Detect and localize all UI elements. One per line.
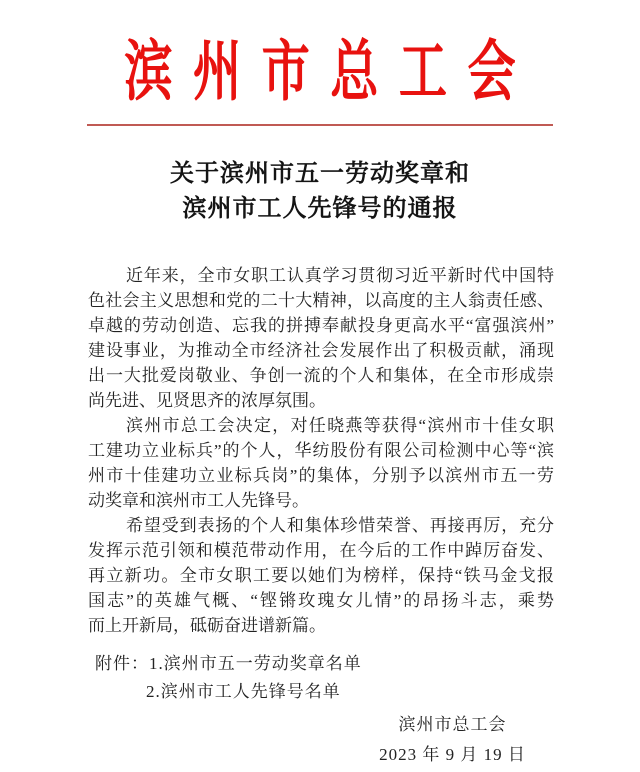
body-line: 州市十佳建功立业标兵岗”的集体，分别予以滨州市五一劳 — [88, 466, 554, 485]
document-body — [88, 263, 554, 638]
body-line: 动奖章和滨州市工人先锋号。 — [88, 491, 309, 510]
body-line: 希望受到表扬的个人和集体珍惜荣誉、再接再厉，充分 — [126, 516, 554, 535]
body-line: 滨州市总工会决定，对任晓燕等获得“滨州市十佳女职 — [126, 416, 554, 435]
document-title-line2: 滨州市工人先锋号的通报 — [182, 196, 458, 222]
body-line: 建设事业，为推动全市经济社会发展作出了积极贡献，涌现 — [88, 341, 554, 360]
document-title-line1: 关于滨州市五一劳动奖章和 — [170, 161, 470, 187]
attachment-list — [95, 650, 555, 706]
letterhead-org-name: 滨州市总工会 — [124, 36, 537, 109]
document-title — [0, 157, 640, 227]
body-line: 近年来，全市女职工认真学习贯彻习近平新时代中国特 — [126, 266, 554, 285]
signature-block — [340, 710, 565, 770]
body-line: 色社会主义思想和党的二十大精神，以高度的主人翁责任感、 — [88, 291, 554, 310]
letterhead-divider-line — [87, 124, 553, 126]
body-line: 国志”的英雄气概、“铿锵玫瑰女儿情”的昂扬斗志，乘势 — [88, 591, 554, 610]
signature-date: 2023 年 9 月 19 日 — [379, 745, 526, 764]
signature-org-name: 滨州市总工会 — [398, 715, 507, 734]
body-line: 工建功立业标兵”的个人，华纺股份有限公司检测中心等“滨 — [88, 441, 554, 460]
body-line: 而上开新局，砥砺奋进谱新篇。 — [88, 616, 326, 635]
body-line: 再立新功。全市女职工要以她们为榜样，保持“铁马金戈报 — [88, 566, 554, 585]
attachment-item-1: 附件：1.滨州市五一劳动奖章名单 — [95, 654, 362, 673]
body-line: 尚先进、见贤思齐的浓厚氛围。 — [88, 391, 326, 410]
attachment-item-2: 2.滨州市工人先锋号名单 — [146, 682, 341, 701]
body-line: 发挥示范引领和模范带动作用，在今后的工作中踔厉奋发、 — [88, 541, 554, 560]
body-line: 出一大批爱岗敬业、争创一流的个人和集体，在全市形成崇 — [88, 366, 554, 385]
body-line: 卓越的劳动创造、忘我的拼搏奉献投身更高水平“富强滨州” — [88, 316, 554, 335]
